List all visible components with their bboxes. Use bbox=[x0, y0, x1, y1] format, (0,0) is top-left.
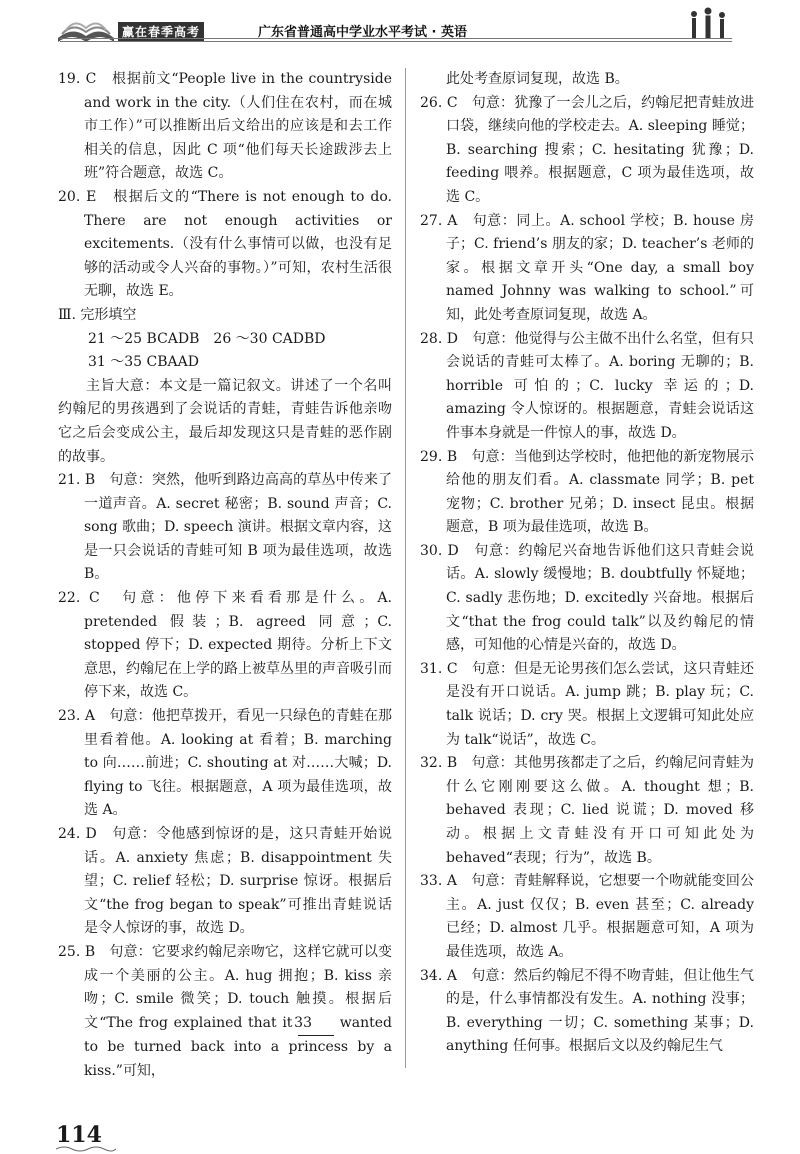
summary-paragraph: 主旨大意：本文是一篇记叙文。讲述了一个名叫约翰尼的男孩遇到了会说话的青蛙，青蛙告诉他亲吻它之后会变成公主，最后却发现这只是青蛙的恶作剧的故事。 bbox=[58, 377, 392, 465]
brand-label: 赢在春季高考 bbox=[118, 22, 204, 41]
left-column bbox=[58, 68, 392, 1084]
answer-continuation: 此处考查原词复现，故选 B。 bbox=[446, 71, 629, 87]
column-divider bbox=[405, 68, 406, 1068]
exam-title: 广东省普通高中学业水平考试 · 英语 bbox=[258, 25, 467, 40]
section-heading: Ⅲ. 完形填空 bbox=[58, 306, 137, 323]
answer-item: 24. D 句意：令他感到惊讶的是，这只青蛙开始说话。A. anxiety 焦虑；B. disappointment 失望；C. relief 轻松；D. surprise 惊讶。根据后文“the frog began to speak”可推出青蛙说话是令人惊讶的事，故选 D。 bbox=[58, 826, 392, 937]
answer-text: wanted to be turned back into a princess by a kiss.”可知， bbox=[84, 1014, 392, 1079]
answer-key: 31 ～35 CBAAD bbox=[88, 354, 199, 371]
answer-item: 34. A 句意：然后约翰尼不得不吻青蛙，但让他生气的是，什么事情都没有发生。A. nothing 没事；B. everything 一切；C. something 某事；D. anything 任何事。根据后文以及约翰尼生气 bbox=[420, 967, 754, 1055]
page-header bbox=[0, 0, 800, 60]
blank-field: 33 bbox=[298, 1012, 334, 1037]
answer-item: 29. B 句意：当他到达学校时，他把他的新宠物展示给他的朋友们看。A. classmate 同学；B. pet 宠物；C. brother 兄弟；D. insect 昆虫。根据题意，B 项为最佳选项，故选 B。 bbox=[420, 448, 754, 536]
header-rule bbox=[60, 41, 732, 42]
answer-item: 28. D 句意：他觉得与公主做不出什么名堂，但有只会说话的青蛙可太棒了。A. boring 无聊的；B. horrible 可怕的；C. lucky 幸运的；D. amazing 令人惊讶的。根据题意，青蛙会说话这件事本身就是一件惊人的事，故选 D。 bbox=[420, 330, 754, 441]
answer-item: 20. E 根据后文的“There is not enough to do. There are not enough activities or excitements.（没有什么事情可以做，也没有足够的活动或令人兴奋的事物。）”可知，农村生活很无聊，故选 E。 bbox=[58, 188, 392, 300]
answer-item: 19. C 根据前文“People live in the countryside and work in the city.（人们住在农村，而在城市工作）”可以推断出后文给出的应该是和去工作相关的信息，因此 C 项“他们每天长途跋涉去上班”符合题意，故选 C。 bbox=[58, 71, 392, 182]
page-number: 114 bbox=[56, 1122, 102, 1148]
answer-item bbox=[58, 941, 392, 1084]
answer-item: 33. A 句意：青蛙解释说，它想要一个吻就能变回公主。A. just 仅仅；B. even 甚至；C. already 已经；D. almost 几乎。根据题意可知，A 项为最佳选项，故选 A。 bbox=[420, 873, 754, 960]
swirl-ornament-icon bbox=[56, 1145, 116, 1153]
answer-item: 23. A 句意：他把草拨开，看见一只绿色的青蛙在那里看着他。A. looking at 看着；B. marching to 向……前进；C. shouting at 对……大喊；D. flying to 飞往。根据题意，A 项为最佳选项，故选 A。 bbox=[58, 708, 392, 819]
header-rule bbox=[60, 38, 732, 39]
answer-key: 21 ～25 BCADB 26 ～30 CADBD bbox=[88, 330, 326, 347]
answer-text: 25. B 句意：它要求约翰尼亲吻它，这样它就可以变成一个美丽的公主。A. hug 拥抱；B. kiss 亲吻；C. smile 微笑；D. touch 触摸。根据后文“The frog explained that it bbox=[58, 943, 392, 1031]
answer-item: 30. D 句意：约翰尼兴奋地告诉他们这只青蛙会说话。A. slowly 缓慢地；B. doubtfully 怀疑地；C. sadly 悲伤地；D. excitedly 兴奋地。根据后文“that the frog could talk”以及约翰尼的情感，可知他的心情是兴奋的，故选 D。 bbox=[420, 542, 754, 654]
answer-item: 31. C 句意：但是无论男孩们怎么尝试，这只青蛙还是没有开口说话。A. jump 跳；B. play 玩；C. talk 说话；D. cry 哭。根据上文逻辑可知此处应为 talk“说话”，故选 C。 bbox=[420, 660, 754, 748]
answer-item: 22. C 句意：他停下来看看那是什么。A. pretended 假装；B. agreed 同意；C. stopped 停下；D. expected 期待。分析上下文意思，约翰尼在上学的路上被草丛里的声音吸引而停下来，故选 C。 bbox=[58, 590, 392, 701]
answer-item: 32. B 句意：其他男孩都走了之后，约翰尼问青蛙为什么它刚刚要这么做。A. thought 想；B. behaved 表现；C. lied 说谎；D. moved 移动。根据上文青蛙没有开口可知此处为 behaved“表现；行为”，故选 B。 bbox=[420, 755, 754, 866]
answer-item: 27. A 句意：同上。A. school 学校；B. house 房子；C. friend’s 朋友的家；D. teacher’s 老师的家。根据文章开头“One day, a small boy named Johnny was walking to school.”可知，此处考查原词复现，故选 A。 bbox=[420, 212, 754, 323]
answer-item: 26. C 句意：犹豫了一会儿之后，约翰尼把青蛙放进口袋，继续向他的学校走去。A. sleeping 睡觉；B. searching 搜索；C. hesitating 犹豫；D. feeding 喂养。根据题意，C 项为最佳选项，故选 C。 bbox=[420, 94, 754, 205]
people-icon bbox=[684, 6, 732, 40]
answer-item: 21. B 句意：突然，他听到路边高高的草丛中传来了一道声音。A. secret 秘密；B. sound 声音；C. song 歌曲；D. speech 演讲。根据文章内容，这是一只会说话的青蛙可知 B 项为最佳选项，故选 B。 bbox=[58, 472, 392, 583]
right-column bbox=[420, 68, 754, 1059]
